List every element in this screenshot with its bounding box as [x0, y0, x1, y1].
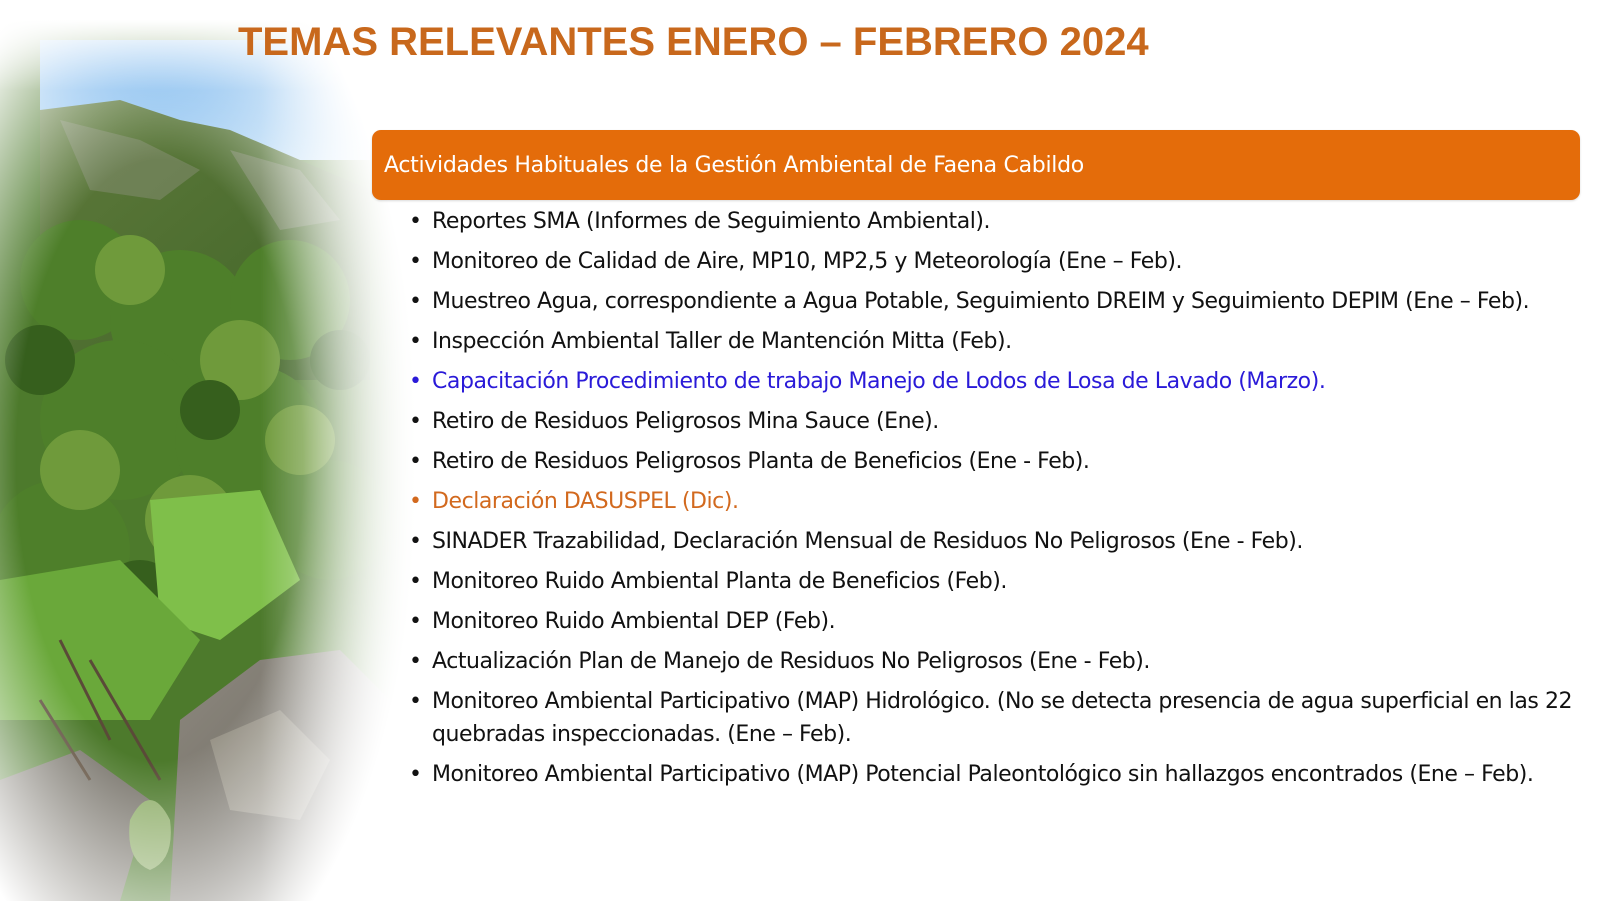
bullet-dot: • — [409, 609, 422, 634]
section-heading: Actividades Habituales de la Gestión Ambiental de Faena Cabildo — [384, 152, 1084, 178]
bullet-dot: • — [409, 529, 422, 554]
bullet-dot: • — [409, 649, 422, 674]
list-item-text: Retiro de Residuos Peligrosos Mina Sauce (Ene). — [432, 409, 939, 434]
list-item — [408, 685, 1578, 751]
activity-list — [408, 205, 1578, 798]
list-item-text: Monitoreo Ambiental Participativo (MAP) Potencial Paleontológico sin hallazgos encontrados (Ene – Feb). — [432, 762, 1534, 787]
list-item-text: Muestreo Agua, correspondiente a Agua Potable, Seguimiento DREIM y Seguimiento DEPIM (Ene – Feb). — [432, 289, 1530, 314]
list-item — [408, 605, 1578, 638]
list-item — [408, 525, 1578, 558]
list-item — [408, 485, 1578, 518]
list-item — [408, 205, 1578, 238]
list-item-text: Reportes SMA (Informes de Seguimiento Ambiental). — [432, 209, 991, 234]
list-item-text: Capacitación Procedimiento de trabajo Manejo de Lodos de Losa de Lavado (Marzo). — [432, 369, 1326, 394]
bullet-dot: • — [409, 449, 422, 474]
bullet-dot: • — [409, 289, 422, 314]
list-item-text: Monitoreo Ruido Ambiental Planta de Beneficios (Feb). — [432, 569, 1007, 594]
list-item-text: Declaración DASUSPEL (Dic). — [432, 489, 739, 514]
list-item — [408, 445, 1578, 478]
bullet-dot: • — [409, 409, 422, 434]
list-item-text: SINADER Trazabilidad, Declaración Mensual de Residuos No Peligrosos (Ene - Feb). — [432, 529, 1303, 554]
list-item-text: Monitoreo de Calidad de Aire, MP10, MP2,5 y Meteorología (Ene – Feb). — [432, 249, 1183, 274]
list-item — [408, 565, 1578, 598]
list-item — [408, 758, 1578, 791]
slide-title: TEMAS RELEVANTES ENERO – FEBRERO 2024 — [238, 20, 1149, 64]
list-item — [408, 285, 1578, 318]
bullet-dot: • — [409, 249, 422, 274]
list-item — [408, 245, 1578, 278]
bullet-dot: • — [409, 762, 422, 787]
bullet-dot: • — [409, 209, 422, 234]
list-item-text: Monitoreo Ruido Ambiental DEP (Feb). — [432, 609, 836, 634]
list-item — [408, 645, 1578, 678]
list-item-text: Monitoreo Ambiental Participativo (MAP) Hidrológico. (No se detecta presencia de agua superficial en las 22 quebradas inspeccionadas. (Ene – Feb). — [432, 689, 1573, 747]
landscape-photo-icon — [0, 20, 420, 901]
bullet-dot: • — [409, 569, 422, 594]
list-item — [408, 405, 1578, 438]
bullet-dot: • — [409, 369, 422, 394]
list-item-text: Actualización Plan de Manejo de Residuos No Peligrosos (Ene - Feb). — [432, 649, 1150, 674]
list-item — [408, 325, 1578, 358]
list-item-text: Inspección Ambiental Taller de Mantención Mitta (Feb). — [432, 329, 1012, 354]
bullet-dot: • — [409, 689, 422, 714]
list-item-text: Retiro de Residuos Peligrosos Planta de Beneficios (Ene - Feb). — [432, 449, 1090, 474]
bullet-dot: • — [409, 489, 422, 514]
list-item — [408, 365, 1578, 398]
bullet-dot: • — [409, 329, 422, 354]
section-banner — [372, 130, 1580, 200]
